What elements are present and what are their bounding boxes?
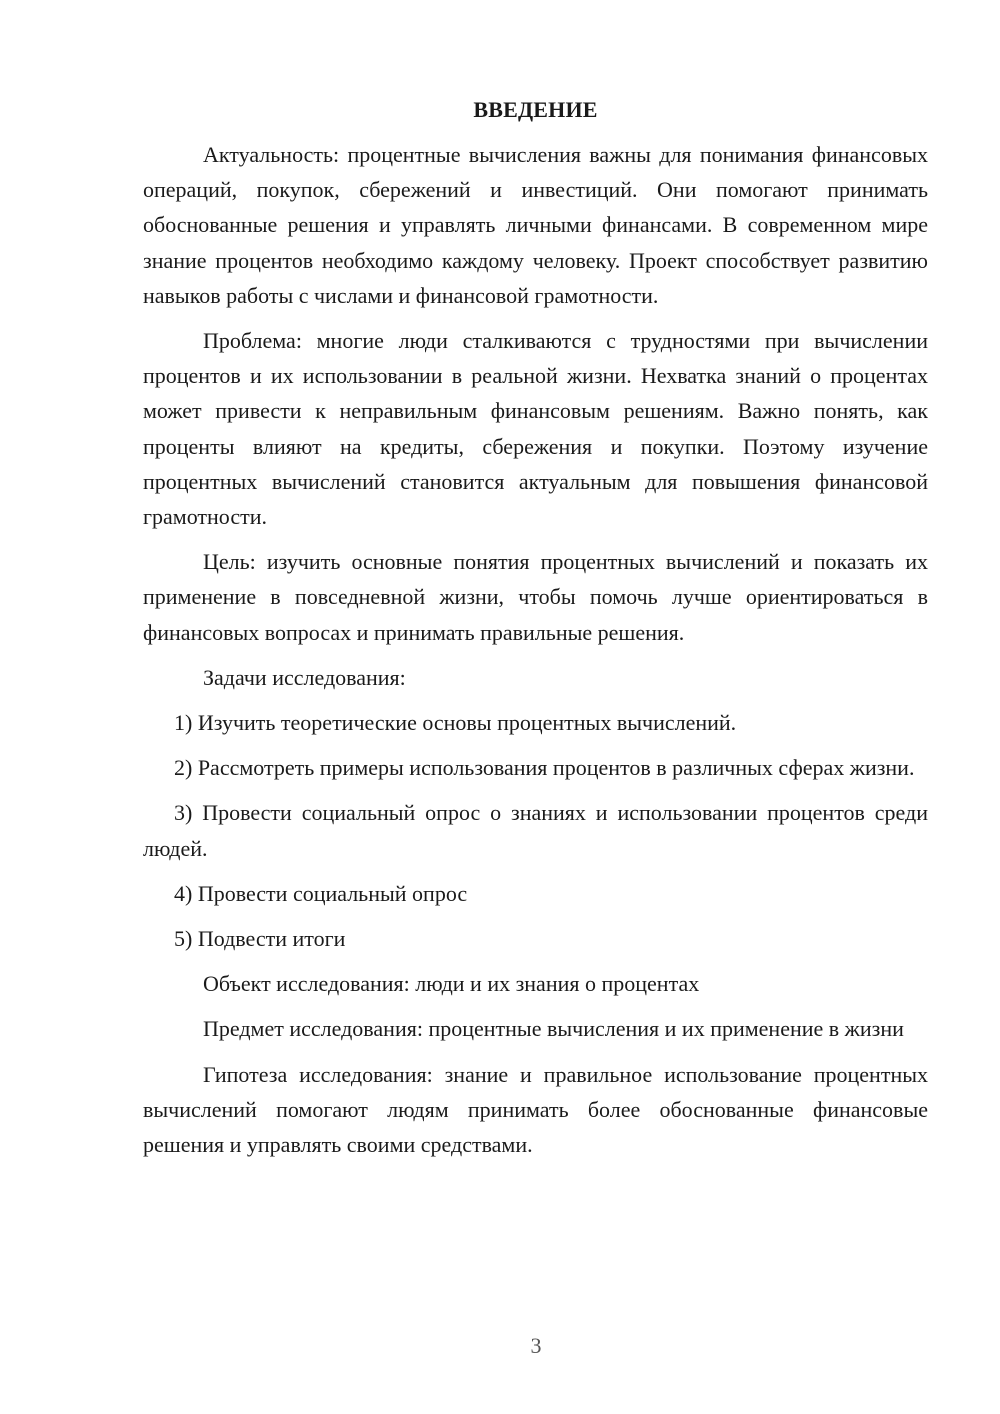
section-heading: ВВЕДЕНИЕ bbox=[473, 97, 598, 122]
task-item-5: 5) Подвести итоги bbox=[174, 926, 346, 952]
paragraph-subject: Предмет исследования: процентные вычисления и их применение в жизни bbox=[203, 1016, 904, 1042]
task-item-3: 3) Провести социальный опрос о знаниях и использовании процентов среди людей. bbox=[143, 800, 928, 861]
paragraph-relevance: Актуальность: процентные вычисления важны для понимания финансовых операций, покупок, сбережений и инвестиций. Они помогают принимать обоснованные решения и управлять личными финансами. В современном мире знание процентов необходимо каждому человеку. Проект способствует развитию навыков работы с числами и финансовой грамотности. bbox=[143, 142, 928, 308]
task-item-1: 1) Изучить теоретические основы процентных вычислений. bbox=[174, 710, 737, 736]
paragraph-tasks-title: Задачи исследования: bbox=[203, 664, 406, 690]
paragraph-hypothesis: Гипотеза исследования: знание и правильное использование процентных вычислений помогают людям принимать более обоснованные финансовые решения и управлять своими средствами. bbox=[143, 1061, 928, 1158]
task-item-4: 4) Провести социальный опрос bbox=[174, 880, 468, 906]
paragraph-object: Объект исследования: люди и их знания о процентах bbox=[203, 971, 700, 997]
paragraph-goal: Цель: изучить основные понятия процентных вычислений и показать их применение в повседневной жизни, чтобы помочь лучше ориентироваться в финансовых вопросах и принимать правильные решения. bbox=[143, 549, 928, 645]
page-number: 3 bbox=[530, 1333, 542, 1358]
document-page bbox=[143, 92, 928, 1172]
paragraph-problem: Проблема: многие люди сталкиваются с трудностями при вычислении процентов и их использовании в реальной жизни. Нехватка знаний о процентах может привести к неправильным финансовым решениям. Важно понять, как проценты влияют на кредиты, сбережения и покупки. Поэтому изучение процентных вычислений становится актуальным для повышения финансовой грамотности. bbox=[143, 328, 928, 530]
task-item-2: 2) Рассмотреть примеры использования процентов в различных сферах жизни. bbox=[174, 755, 915, 781]
